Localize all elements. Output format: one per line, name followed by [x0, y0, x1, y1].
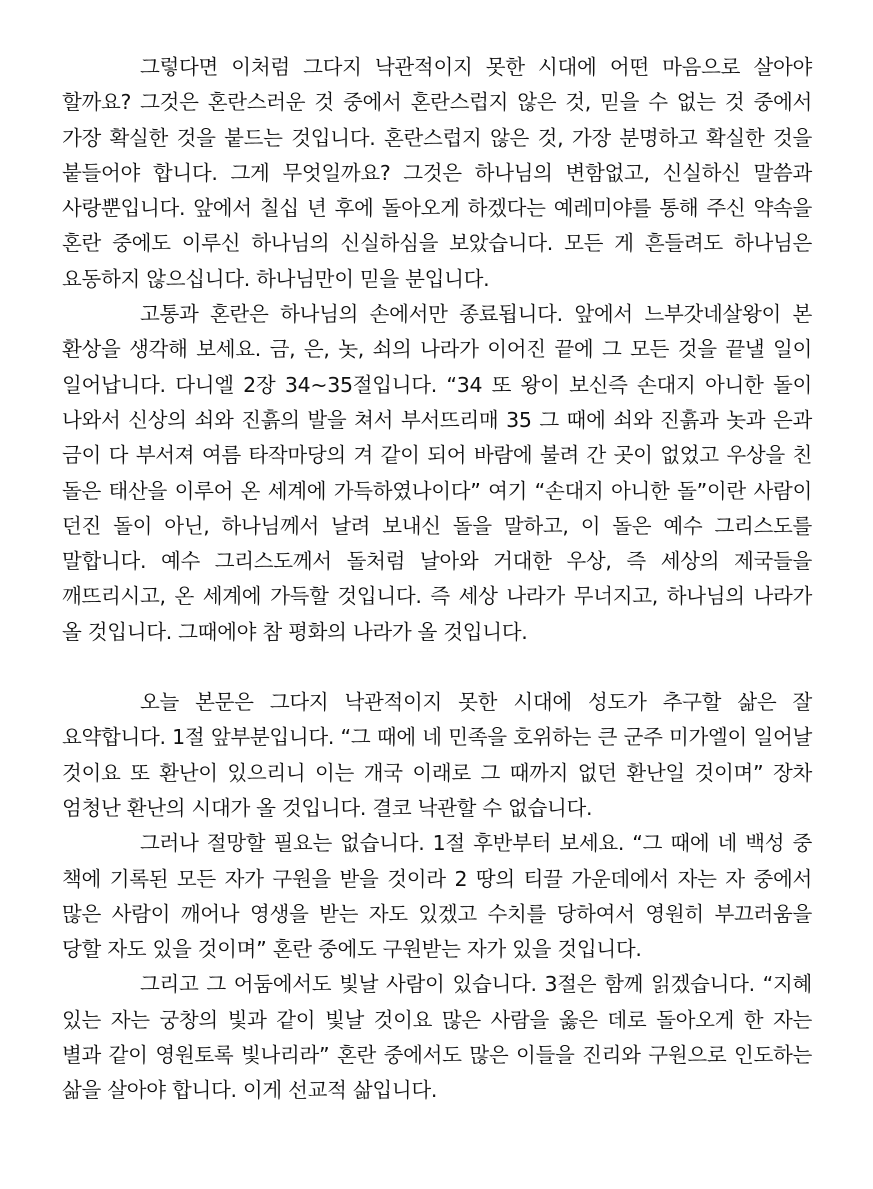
paragraph-3: 오늘 본문은 그다지 낙관적이지 못한 시대에 성도가 추구할 삶은 잘 요약합니다. 1절 앞부분입니다. “그 때에 네 민족을 호위하는 큰 군주 미가엘이 일어날 것이요 또 환난이 있으리니 이는 개국 이래로 그 때까지 없던 환난일 것이며” 장차 엄청난 환난의 시대가 올 것입니다. 결코 낙관할 수 없습니다.	[62, 690, 812, 820]
paragraph-4: 그러나 절망할 필요는 없습니다. 1절 후반부터 보세요. “그 때에 네 백성 중 책에 기록된 모든 자가 구원을 받을 것이라 2 땅의 티끌 가운데에서 자는 자 중에서 많은 사람이 깨어나 영생을 받는 자도 있겠고 수치를 당하여서 영원히 부끄러움을 당할 자도 있을 것이며” 혼란 중에도 구원받는 자가 있을 것입니다.	[62, 831, 812, 962]
paragraph-2: 고통과 혼란은 하나님의 손에서만 종료됩니다. 앞에서 느부갓네살왕이 본 환상을 생각해 보세요. 금, 은, 놋, 쇠의 나라가 이어진 끝에 그 모든 것을 끝낼 일이 일어납니다. 다니엘 2장 34~35절입니다. “34 또 왕이 보신즉 손대지 아니한 돌이 나와서 신상의 쇠와 진흙의 발을 쳐서 부서뜨리매 35 그 때에 쇠와 진흙과 놋과 은과 금이 다 부서져 여름 타작마당의 겨 같이 되어 바람에 불려 간 곳이 없었고 우상을 친 돌은 태산을 이루어 온 세계에 가득하였나이다” 여기 “손대지 아니한 돌”이란 사람이 던진 돌이 아닌, 하나님께서 날려 보내신 돌을 말하고, 이 돌은 예수 그리스도를 말합니다. 예수 그리스도께서 돌처럼 날아와 거대한 우상, 즉 세상의 제국들을 깨뜨리시고, 온 세계에 가득할 것입니다. 즉 세상 나라가 무너지고, 하나님의 나라가 올 것입니다. 그때에야 참 평화의 나라가 올 것입니다.	[62, 302, 812, 644]
document-body	[62, 50, 812, 1109]
paragraph-5: 그리고 그 어둠에서도 빛날 사람이 있습니다. 3절은 함께 읽겠습니다. “지혜 있는 자는 궁창의 빛과 같이 빛날 것이요 많은 사람을 옳은 데로 돌아오게 한 자는 별과 같이 영원토록 빛나리라” 혼란 중에서도 많은 이들을 진리와 구원으로 인도하는 삶을 살아야 합니다. 이게 선교적 삶입니다.	[62, 972, 812, 1103]
paragraph-1: 그렇다면 이처럼 그다지 낙관적이지 못한 시대에 어떤 마음으로 살아야 할까요? 그것은 혼란스러운 것 중에서 혼란스럽지 않은 것, 믿을 수 없는 것 중에서 가장 확실한 것을 붙드는 것입니다. 혼란스럽지 않은 것, 가장 분명하고 확실한 것을 붙들어야 합니다. 그게 무엇일까요? 그것은 하나님의 변함없고, 신실하신 말씀과 사랑뿐입니다. 앞에서 칠십 년 후에 돌아오게 하겠다는 예레미야를 통해 주신 약속을 혼란 중에도 이루신 하나님의 신실하심을 보았습니다. 모든 게 흔들려도 하나님은 요동하지 않으십니다. 하나님만이 믿을 분입니다.	[62, 55, 812, 291]
